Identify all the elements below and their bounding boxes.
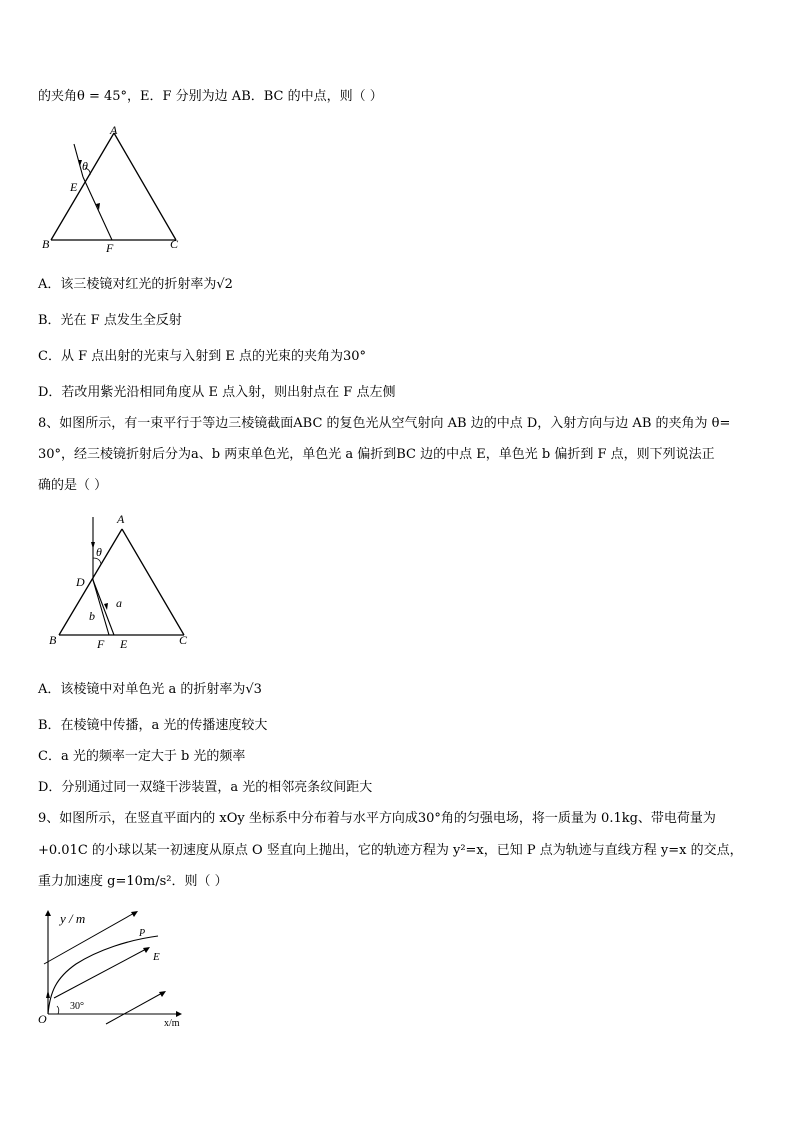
q8-label-F: F [97, 637, 105, 651]
q7-label-E: E [70, 180, 78, 194]
q9-stem-line-3: 重力加速度 g=10m/s²．则（ ） [38, 874, 228, 889]
q7-option-c: C．从 F 点出射的光束与入射到 E 点的光束的夹角为30° [38, 349, 367, 364]
q7-stem: 的夹角θ = 45°，E．F 分别为边 AB．BC 的中点，则（ ） [38, 89, 383, 104]
q8-label-b: b [89, 609, 95, 623]
q7-option-a: A．该三棱镜对红光的折射率为√2 [38, 277, 233, 292]
q7-label-A: A [110, 123, 118, 137]
q9-y-axis-label: y / m [60, 911, 86, 926]
q9-x-axis-label: x/m [164, 1018, 180, 1029]
q7-option-d: D．若改用紫光沿相同角度从 E 点入射，则出射点在 F 点左侧 [38, 385, 396, 400]
q8-label-C: C [179, 633, 188, 647]
q8-stem-line-2: 30°，经三棱镜折射后分为a、b 两束单色光，单色光 a 偏折到BC 边的中点 E，单色光 b 偏折到 F 点，则下列说法正 [38, 447, 715, 462]
q8-label-B: B [49, 633, 57, 647]
q8-label-A: A [117, 512, 125, 526]
q8-option-d: D．分别通过同一双缝干涉装置，a 光的相邻亮条纹间距大 [38, 780, 373, 795]
q8-stem-line-1: 8、如图所示，有一束平行于等边三棱镜截面ABC 的复色光从空气射向 AB 边的中点 D，入射方向与边 AB 的夹角为 θ= [38, 416, 731, 431]
q8-option-c: C．a 光的频率一定大于 b 光的频率 [38, 749, 246, 764]
q7-label-theta: θ [82, 159, 88, 173]
q9-label-P: P [139, 928, 146, 939]
q7-option-b: B．光在 F 点发生全反射 [38, 313, 182, 328]
q7-label-B: B [42, 237, 50, 251]
q9-field-figure [36, 906, 196, 1034]
q7-label-F: F [106, 241, 114, 255]
q8-stem-line-3: 确的是（ ） [38, 478, 108, 493]
q7-label-C: C [170, 237, 179, 251]
q8-label-theta: θ [96, 545, 102, 559]
q9-angle-label: 30° [70, 1001, 84, 1012]
q9-label-E: E [153, 951, 160, 963]
q9-stem-line-2: +0.01C 的小球以某一初速度从原点 O 竖直向上抛出，它的轨迹方程为 y²=x，已知 P 点为轨迹与直线方程 y=x 的交点， [38, 843, 743, 858]
q8-label-D: D [76, 575, 85, 589]
q8-option-b: B．在棱镜中传播，a 光的传播速度较大 [38, 718, 268, 733]
q9-stem-line-1: 9、如图所示，在竖直平面内的 xOy 坐标系中分布着与水平方向成30°角的匀强电场，将一质量为 0.1kg、带电荷量为 [38, 811, 716, 826]
q8-option-a: A．该棱镜中对单色光 a 的折射率为√3 [38, 682, 262, 697]
q7-prism-figure [38, 122, 198, 256]
q8-prism-figure [38, 508, 198, 654]
q8-label-a: a [116, 596, 122, 610]
q8-label-E: E [120, 637, 128, 651]
q9-label-O: O [38, 1012, 47, 1026]
